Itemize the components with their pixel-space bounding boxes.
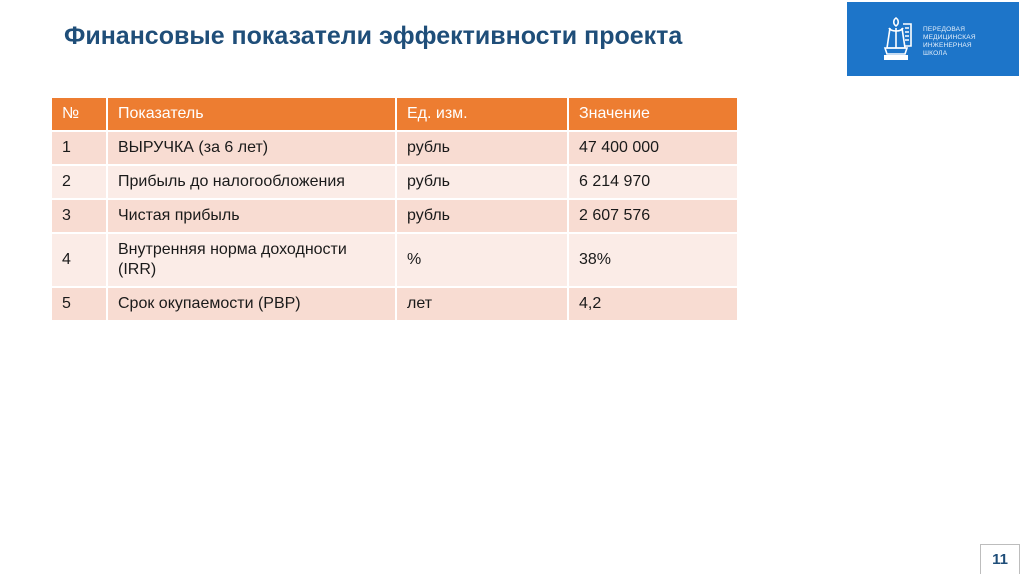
header-indicator: Показатель bbox=[107, 98, 396, 131]
row-value: 47 400 000 bbox=[568, 131, 737, 165]
row-value: 38% bbox=[568, 233, 737, 287]
row-indicator: Чистая прибыль bbox=[107, 199, 396, 233]
table-row bbox=[52, 131, 737, 165]
logo-line: ИНЖЕНЕРНАЯ bbox=[923, 42, 972, 49]
table-row bbox=[52, 199, 737, 233]
logo-line: ШКОЛА bbox=[923, 50, 948, 57]
row-indicator: Внутренняя норма доходности (IRR) bbox=[107, 233, 396, 287]
row-unit: рубль bbox=[396, 199, 568, 233]
header-value: Значение bbox=[568, 98, 737, 131]
school-logo bbox=[847, 2, 1019, 76]
row-number: 5 bbox=[52, 287, 107, 321]
row-unit: % bbox=[396, 233, 568, 287]
row-indicator: Срок окупаемости (PBP) bbox=[107, 287, 396, 321]
table-row bbox=[52, 165, 737, 199]
row-unit: рубль bbox=[396, 165, 568, 199]
table-header-row bbox=[52, 98, 737, 131]
header-unit: Ед. изм. bbox=[396, 98, 568, 131]
row-value: 4,2 bbox=[568, 287, 737, 321]
school-emblem-icon bbox=[877, 14, 915, 62]
table-row bbox=[52, 287, 737, 321]
row-value: 6 214 970 bbox=[568, 165, 737, 199]
row-number: 1 bbox=[52, 131, 107, 165]
logo-line: МЕДИЦИНСКАЯ bbox=[923, 34, 976, 41]
header-number: № bbox=[52, 98, 107, 131]
row-number: 2 bbox=[52, 165, 107, 199]
logo-line: ПЕРЕДОВАЯ bbox=[923, 26, 966, 33]
row-unit: рубль bbox=[396, 131, 568, 165]
row-indicator: ВЫРУЧКА (за 6 лет) bbox=[107, 131, 396, 165]
slide-title: Финансовые показатели эффективности проекта bbox=[64, 22, 683, 50]
row-number: 4 bbox=[52, 233, 107, 287]
school-name bbox=[923, 26, 1015, 58]
row-value: 2 607 576 bbox=[568, 199, 737, 233]
page-number: 11 bbox=[980, 544, 1020, 574]
row-indicator: Прибыль до налогообложения bbox=[107, 165, 396, 199]
row-number: 3 bbox=[52, 199, 107, 233]
row-unit: лет bbox=[396, 287, 568, 321]
financial-metrics-table bbox=[52, 98, 737, 322]
table-row bbox=[52, 233, 737, 287]
